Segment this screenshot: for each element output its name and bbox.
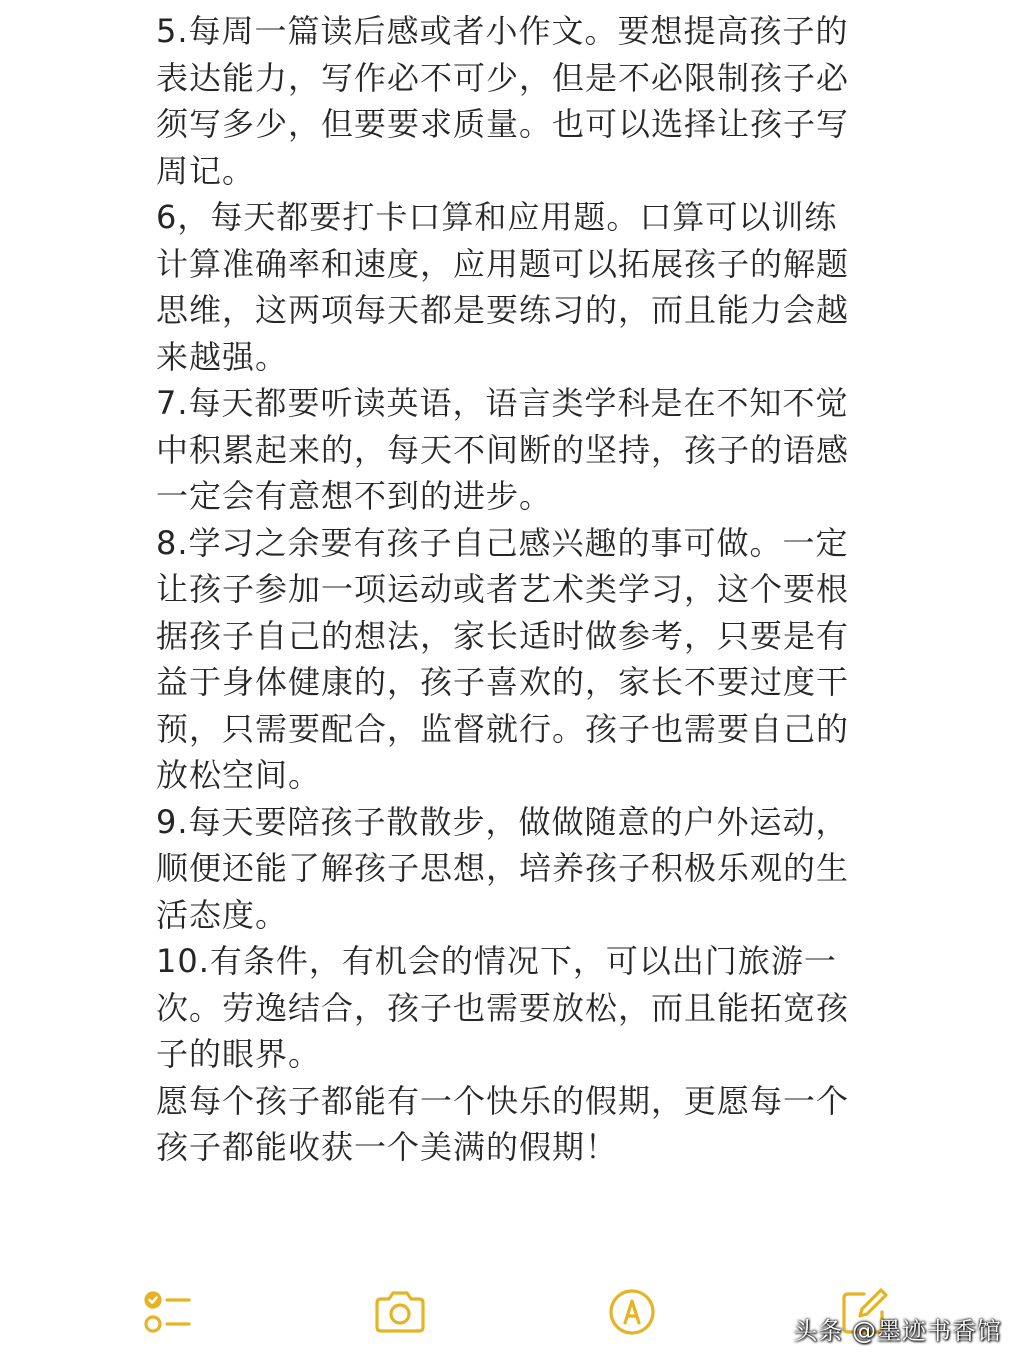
note-paragraph-7: 7.每天都要听读英语，语言类学科是在不知不觉中积累起来的，每天不间断的坚持，孩子的语感一定会有意想不到的进步。 — [156, 384, 850, 515]
note-paragraph-5: 5.每周一篇读后感或者小作文。要想提高孩子的表达能力，写作必不可少，但是不必限制孩子必须写多少，但要要求质量。也可以选择让孩子写周记。 — [156, 12, 850, 190]
markup-pen-icon — [607, 1287, 657, 1337]
note-paragraph-8: 8.学习之余要有孩子自己感兴趣的事可做。一定让孩子参加一项运动或者艺术类学习，这个要根据孩子自己的想法，家长适时做参考，只要是有益于身体健康的，孩子喜欢的，家长不要过度干预，只需要配合，监督就行。孩子也需要自己的放松空间。 — [156, 523, 850, 794]
source-watermark: 头条 @墨迹书香馆 — [793, 1317, 1002, 1345]
camera-button[interactable] — [372, 1284, 428, 1340]
note-paragraph-9: 9.每天要陪孩子散散步，做做随意的户外运动，顺便还能了解孩子思想，培养孩子积极乐观的生活态度。 — [156, 802, 850, 934]
markup-button[interactable] — [604, 1284, 660, 1340]
note-paragraph-6: 6，每天都要打卡口算和应用题。口算可以训练计算准确率和速度，应用题可以拓展孩子的解题思维，这两项每天都是要练习的，而且能力会越来越强。 — [156, 198, 850, 376]
checklist-button[interactable] — [140, 1284, 196, 1340]
camera-icon — [373, 1289, 427, 1335]
note-paragraph-10: 10.有条件，有机会的情况下，可以出门旅游一次。劳逸结合，孩子也需要放松，而且能拓宽孩子的眼界。 — [156, 942, 850, 1073]
note-closing-paragraph: 愿每个孩子都能有一个快乐的假期，更愿每一个孩子都能收获一个美满的假期！ — [156, 1081, 850, 1166]
note-body[interactable] — [156, 8, 856, 1171]
checklist-icon — [142, 1286, 194, 1338]
